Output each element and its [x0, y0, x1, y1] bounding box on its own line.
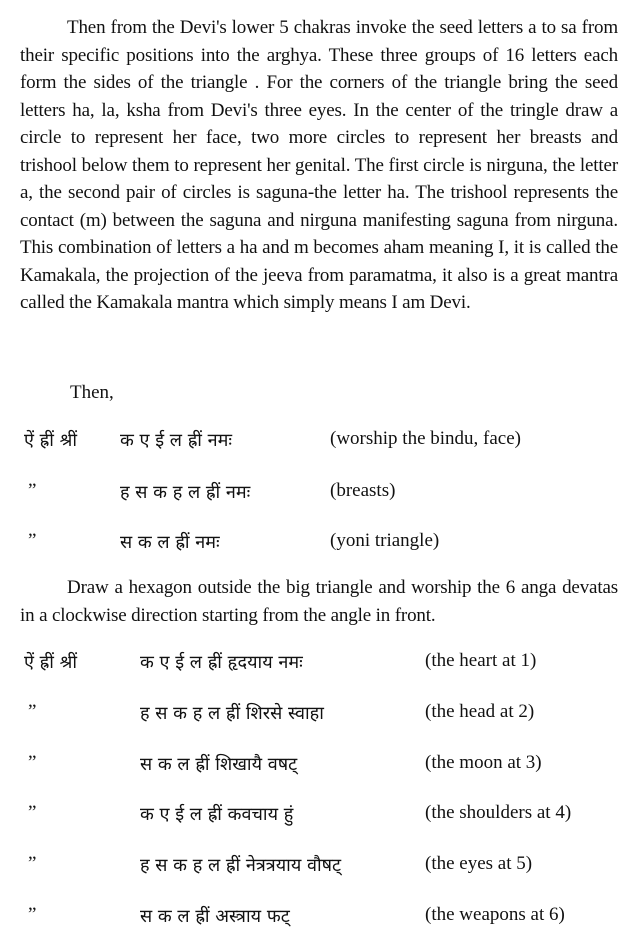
- mantra-note: (yoni triangle): [330, 530, 440, 551]
- mantra-row: [0, 904, 630, 938]
- mantra-text: स क ल ह्रीं शिखायै वषट्: [140, 754, 298, 775]
- ditto-mark: ”: [28, 802, 37, 823]
- mantra-note: (worship the bindu, face): [330, 428, 521, 449]
- mantra-note: (breasts): [330, 480, 396, 501]
- mantra-note: (the moon at 3): [425, 752, 542, 773]
- mantra-text: क ए ई ल ह्रीं कवचाय हुं: [140, 804, 294, 825]
- mantra-row: [0, 701, 630, 735]
- paragraph-hexagon: Draw a hexagon outside the big triangle and worship the 6 anga devatas in a clockwise direction starting from the angle in front.: [20, 577, 618, 626]
- ditto-mark: ”: [28, 480, 37, 501]
- ditto-mark: ”: [28, 752, 37, 773]
- then-label: Then,: [70, 382, 114, 403]
- mantra-text: स क ल ह्रीं नमः: [120, 532, 220, 553]
- mantra-text: ह स क ह ल ह्रीं नमः: [120, 482, 251, 503]
- mantra-note: (the heart at 1): [425, 650, 537, 671]
- mantra-row: [0, 853, 630, 887]
- ditto-mark: ”: [28, 904, 37, 925]
- mantra-note: (the shoulders at 4): [425, 802, 572, 823]
- mantra-note: (the eyes at 5): [425, 853, 533, 874]
- ditto-mark: ”: [28, 701, 37, 722]
- mantra-note: (the weapons at 6): [425, 904, 565, 925]
- paragraph-kamakala: Then from the Devi's lower 5 chakras invoke the seed letters a to sa from their specific positions into the arghya. These three groups of 16 letters each form the sides of the triangle . For the corners of the triangle bring the seed letters ha, la, ksha from Devi's three eyes. In the center of the tringle draw a circle to represent her face, two more circles to represent her breasts and trishool below them to represent her genital. The first circle is nirguna, the letter a, the second pair of circles is saguna-the letter ha. The trishool represents the contact (m) between the saguna and nirguna manifesting saguna from nirguna. This combination of letters a ha and m becomes aham meaning I, it is called the Kamakala, the projection of the jeeva from paramatma, it also is a great mantra called the Kamakala mantra which simply means I am Devi.: [20, 17, 618, 313]
- mantra-prefix: ऐं ह्रीं श्रीं: [24, 430, 78, 451]
- mantra-text: क ए ई ल ह्रीं नमः: [120, 430, 233, 451]
- ditto-mark: ”: [28, 530, 37, 551]
- mantra-row: [0, 752, 630, 786]
- mantra-note: (the head at 2): [425, 701, 535, 722]
- ditto-mark: ”: [28, 853, 37, 874]
- mantra-row: [0, 480, 630, 514]
- mantra-prefix: ऐं ह्रीं श्रीं: [24, 652, 78, 673]
- mantra-text: क ए ई ल ह्रीं हृदयाय नमः: [140, 652, 303, 673]
- mantra-row: [0, 428, 630, 462]
- mantra-text: ह स क ह ल ह्रीं नेत्रत्रयाय वौषट्: [140, 855, 342, 876]
- mantra-row: [0, 650, 630, 684]
- mantra-row: [0, 530, 630, 564]
- mantra-text: ह स क ह ल ह्रीं शिरसे स्वाहा: [140, 703, 324, 724]
- mantra-text: स क ल ह्रीं अस्त्राय फट्: [140, 906, 290, 927]
- mantra-row: [0, 802, 630, 836]
